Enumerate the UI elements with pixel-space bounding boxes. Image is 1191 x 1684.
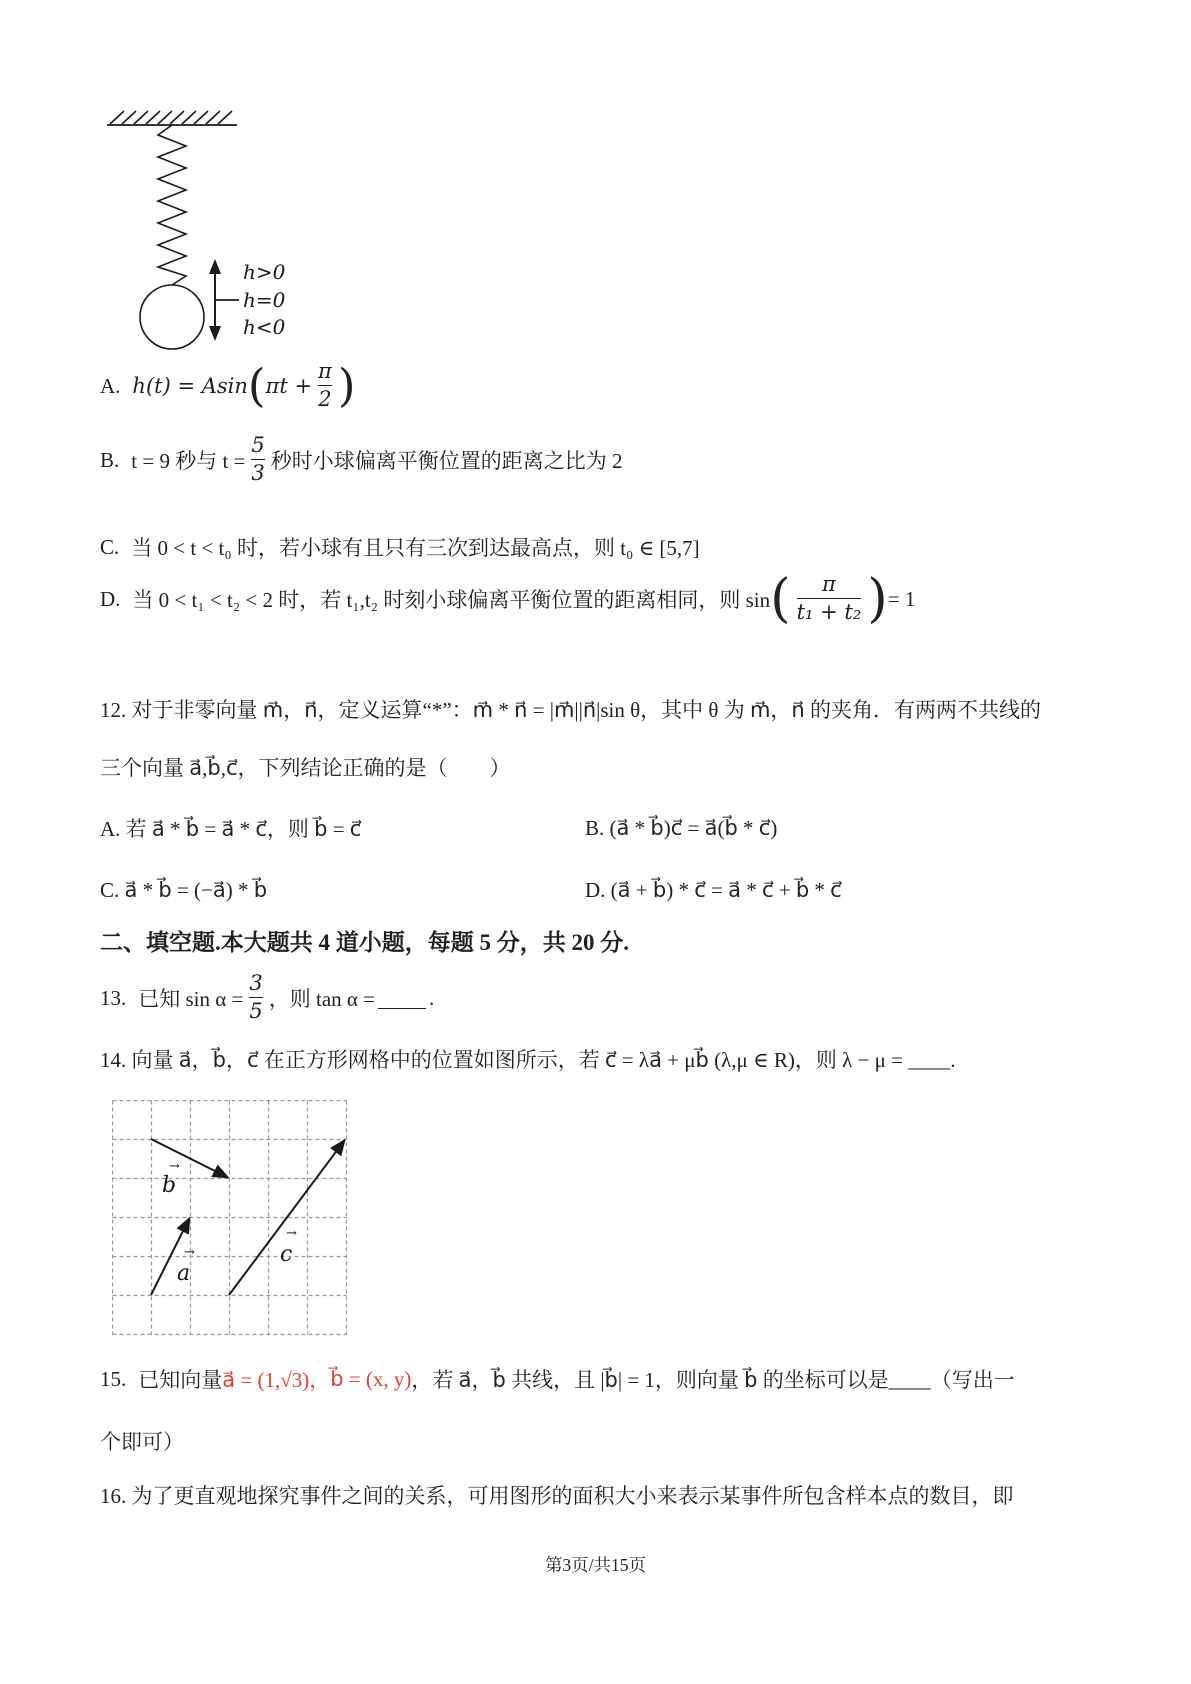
- question-text: 个即可）: [100, 1430, 184, 1454]
- vector-b-arrow: [151, 1139, 227, 1177]
- fraction-numerator: π: [318, 359, 332, 384]
- question-text: 16. 为了更直观地探究事件之间的关系，可用图形的面积大小来表示某事件所包含样本点的数目，即: [100, 1484, 1014, 1508]
- question-text: 已知 sin α =: [138, 987, 244, 1011]
- formula: h(t) = Asin: [132, 374, 248, 398]
- vector-b-label: b: [162, 1173, 177, 1198]
- q11-option-a: A. h(t) = Asin ( πt + $\frac{\pi}{2}$ ): [100, 359, 356, 412]
- q16: [100, 1480, 1014, 1510]
- question-number: 13.: [100, 985, 127, 1010]
- fraction-denominator: t₁ + t₂: [796, 600, 862, 624]
- section-heading-text: 二、填空题.本大题共 4 道小题，每题 5 分，共 20 分.: [100, 930, 629, 955]
- arrow-up-head-icon: [209, 259, 221, 274]
- fraction-denominator: 5: [249, 999, 263, 1023]
- arrow-down-head-icon: [209, 326, 221, 341]
- red-formula-a: a⃗ = (1,√3)，: [222, 1368, 331, 1392]
- vector-b-hat-icon: →: [169, 1159, 180, 1174]
- question-text: 三个向量 a⃗,b⃗,c⃗，下列结论正确的是（ ）: [100, 756, 511, 780]
- q12-option-a: [100, 806, 361, 850]
- answer-blank: [378, 987, 426, 1009]
- fraction-bar: [249, 997, 262, 998]
- question-text: ，则 tan α =: [268, 987, 375, 1011]
- label-h-zero: h=0: [243, 288, 286, 312]
- vector-a-hat-icon: →: [184, 1245, 195, 1260]
- question-text: 14. 向量 a⃗，b⃗，c⃗ 在正方形网格中的位置如图所示，若 c⃗ = λa⃗ + μb⃗ (λ,μ ∈ R)，则 λ − μ = ____.: [100, 1048, 956, 1072]
- q15-line1: [100, 1352, 1015, 1406]
- option-label: A.: [100, 373, 121, 398]
- page-number: 第3页/共15页: [544, 1555, 647, 1575]
- q12-option-c: [100, 868, 267, 912]
- q15-line2: [100, 1426, 184, 1456]
- question-text: 已知向量: [138, 1368, 223, 1392]
- q11-option-d: D. 当 0 < t₁ < t₂ < 2 时，若 t₁,t₂ 时刻小球偏离平衡位置的距离相同，则 sin ( $\frac{\pi}{\text{t₁ + t₂}}$ ) = 1: [100, 568, 916, 629]
- page-footer: [0, 1552, 1191, 1577]
- option-text: 当 0 < t₁ < t₂ < 2 时，若 t₁,t₂ 时刻小球偏离平衡位置的距离相同，则 sin: [132, 588, 771, 612]
- q12-stem-line2: [100, 752, 511, 782]
- fraction-bar: [797, 598, 862, 599]
- option-text: A. 若 a⃗ * b⃗ = a⃗ * c⃗，则 b⃗ = c⃗: [100, 817, 362, 841]
- question-number: 15.: [100, 1366, 127, 1391]
- vector-grid-diagram: [112, 1100, 348, 1336]
- red-formula-b: b⃗ = (x, y): [330, 1366, 412, 1391]
- fraction-denominator: 2: [318, 387, 332, 411]
- option-text: t = 9 秒与 t =: [131, 449, 246, 473]
- vector-c-label: c: [280, 1242, 293, 1267]
- label-h-negative: h<0: [243, 315, 286, 339]
- fraction-numerator: π: [822, 572, 836, 597]
- ball: [140, 285, 204, 349]
- q11-option-b: [100, 424, 623, 496]
- option-text: D. (a⃗ + b⃗) * c⃗ = a⃗ * c⃗ + b⃗ * c⃗: [585, 877, 842, 902]
- fraction: [249, 972, 262, 1023]
- fraction: [251, 434, 264, 485]
- option-text: B. (a⃗ * b⃗)c⃗ = a⃗(b⃗ * c⃗): [585, 815, 778, 840]
- option-text: = 1: [887, 586, 916, 611]
- ceiling-hatch-icon: [110, 111, 232, 124]
- grid-lines: [113, 1101, 347, 1335]
- question-text: ，若 a⃗，b⃗ 共线，且 |b⃗| = 1，则向量 b⃗ 的坐标可以是____（写出一: [411, 1368, 1015, 1392]
- q12-option-b: [585, 806, 777, 850]
- section-heading-fill-in: [100, 924, 629, 957]
- option-text: 秒时小球偏离平衡位置的距离之比为 2: [270, 449, 623, 473]
- spring-ball-diagram: [102, 98, 312, 356]
- option-label: D.: [100, 586, 121, 611]
- vector-a-label: a: [177, 1261, 191, 1286]
- question-text: .: [429, 985, 435, 1010]
- option-text: 当 0 < t < t₀ 时，若小球有且只有三次到达最高点，则 t₀ ∈ [5,7]: [131, 536, 700, 560]
- option-label: B.: [100, 447, 120, 472]
- q12-option-d: [585, 868, 842, 912]
- spring-coil: [158, 125, 186, 285]
- vector-c-hat-icon: →: [286, 1226, 297, 1241]
- fraction: [797, 573, 862, 624]
- q12-stem-line1: [100, 694, 1041, 724]
- q13: [100, 962, 434, 1034]
- fraction-numerator: 3: [249, 971, 263, 996]
- fraction-numerator: 5: [251, 433, 265, 458]
- formula: πt +: [265, 374, 313, 398]
- fraction: [318, 360, 332, 411]
- question-text: 12. 对于非零向量 m⃗，n⃗，定义运算“*”：m⃗ * n⃗ = |m⃗||n⃗|sin θ，其中 θ 为 m⃗，n⃗ 的夹角．有两两不共线的: [100, 698, 1041, 722]
- fraction-bar: [318, 385, 332, 386]
- label-h-positive: h>0: [243, 260, 286, 284]
- fraction-bar: [251, 459, 264, 460]
- q14: [100, 1044, 955, 1074]
- option-label: C.: [100, 534, 120, 559]
- fraction-denominator: 3: [251, 461, 265, 485]
- option-text: C. a⃗ * b⃗ = (−a⃗) * b⃗: [100, 877, 268, 902]
